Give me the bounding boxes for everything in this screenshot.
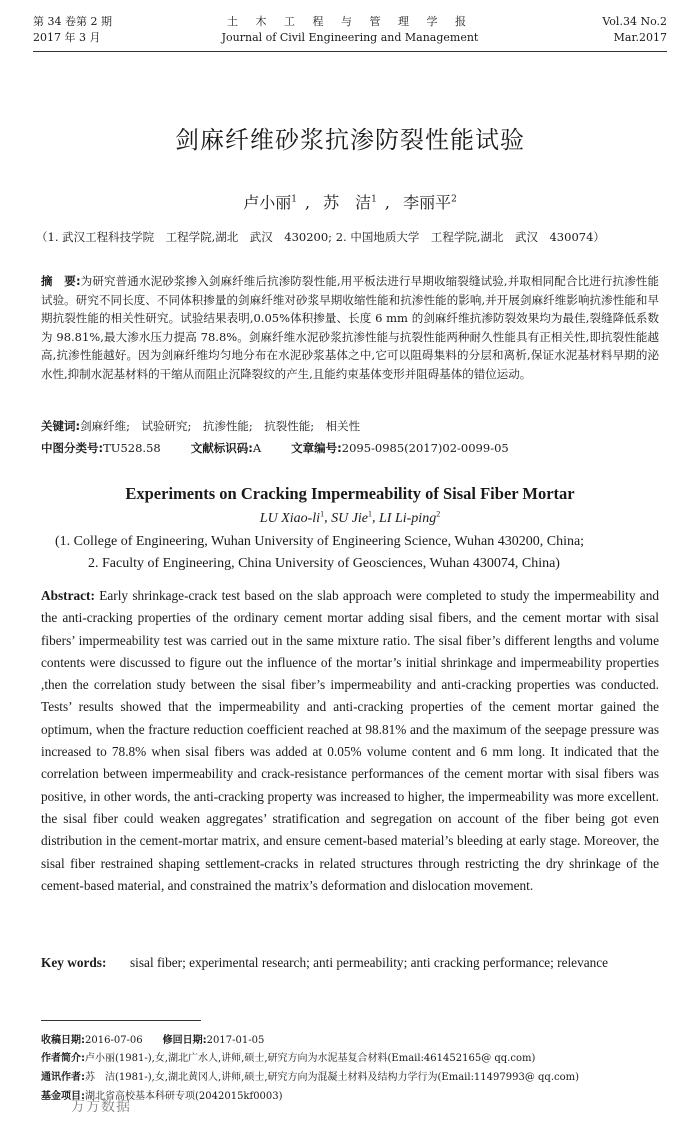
- running-header-center: [0, 14, 700, 46]
- keywords-en-text: sisal fiber; experimental research; anti permeability; anti cracking performance; relevance: [130, 955, 609, 970]
- footnote-funding: 基金项目:湖北省高校基本科研专项(2042015kf0003): [41, 1091, 283, 1102]
- keywords-cn-text: 剑麻纤维; 试验研究; 抗渗性能; 抗裂性能; 相关性: [80, 419, 361, 433]
- affiliation-cn: （1. 武汉工程科技学院 工程学院,湖北 武汉 430200; 2. 中国地质大学 工程学院,湖北 武汉 430074）: [36, 230, 605, 244]
- article-id: 2095-0985(2017)02-0099-05: [341, 441, 509, 455]
- author-cn: 李丽平$^2$: [403, 193, 457, 212]
- volume-cn: 第 34 卷第 2 期: [33, 15, 112, 28]
- abstract-cn-label: 摘 要:: [41, 274, 81, 288]
- date-en: Mar.2017: [613, 31, 667, 44]
- keywords-cn-label: 关键词:: [41, 419, 81, 433]
- abstract-en-text: Early shrinkage-crack test based on the slab approach were completed to study the impermeability and the anti-cracking properties of the ordinary cement mortar adding sisal fibers, and the cement mortar with sisal fibers’ impermeability test was carried out in the same mixture ratio. The sisal fiber’s different lengths and volume contents were discussed to figure out the influence of the mortar’s initial shrinkage and impermeability properties ,then the correlation study between the sisal fiber’s impermeability and anti-cracking properties was conducted. Tests’ results showed that the impermeability and anti-cracking properties of the cement mortar gained the optimum, when the fracture reduction coefficient reached at 98.81% and the maximum of the seepage pressure was increased to 78.8% when sisal fibers was added at 0.05% volume content and 6 mm long. It indicated that the correlation between impermeability and crack-resistance performances of the cement mortar with sisal fibers was positive, in other words, the anti-cracking property was increased to higher, the impermeability was more excellent. the sisal fiber could weaken aggregates’ stratification and segregation on account of the fiber being got even distribution in the cement-mortar matrix, and ensure cement-based material’s bleeding at early stage. Moreover, the sisal fiber restrained shaping settlement-cracks in related structures through restricting the dry shrinkage of the cement-based material, and constrained the matrix’s deformation and dislocation movement.: [41, 588, 659, 893]
- author-en: LI Li-ping$^2$: [379, 509, 441, 526]
- keywords-cn: [41, 417, 659, 435]
- affiliation-en-1: (1. College of Engineering, Wuhan University of Engineering Science, Wuhan 430200, China;: [55, 534, 585, 549]
- author-list-cn: 卢小丽$^1$ , 苏 洁$^1$ , 李丽平$^2$: [243, 193, 457, 212]
- footnote-author-bio: 作者简介:卢小丽(1981-),女,湖北广水人,讲师,硕士,研究方向为水泥基复合材料(Email:461452165@ qq.com): [41, 1053, 536, 1064]
- footnote-corresponding-author: 通讯作者:苏 洁(1981-),女,湖北黄冈人,讲师,硕士,研究方向为混凝土材料及结构力学行为(Email:11497993@ qq.com): [41, 1072, 579, 1083]
- abstract-cn: [41, 272, 659, 384]
- classification-line: [41, 439, 659, 457]
- footnote-dates: 收稿日期:2016-07-06 修回日期:2017-01-05: [41, 1035, 265, 1046]
- keywords-en: [41, 952, 659, 974]
- watermark: 万方数据: [71, 1099, 131, 1115]
- revised-date: 2017-01-05: [206, 1035, 265, 1046]
- abstract-en: [41, 585, 659, 897]
- abstract-cn-text: 为研究普通水泥砂浆掺入剑麻纤维后抗渗防裂性能,用平板法进行早期收缩裂缝试验,并取相同配合比进行抗渗性能试验。研究不同长度、不同体积掺量的剑麻纤维对砂浆早期收缩性能和抗渗性能的影响,并开展剑麻纤维影响抗渗性能和早期抗裂性能的相关性研究。试验结果表明,0.05%体积掺量、长度 6 mm 的剑麻纤维抗渗防裂效果均为最佳,裂缝降低系数为 98.81%,最大渗水压力提高 78.8%。剑麻纤维水泥砂浆抗渗性能与抗裂性能两种耐久性能具有正相关性,即抗裂性能越高,抗渗性能越好。因为剑麻纤维均匀地分布在水泥砂浆基体之中,它可以阻碍集料的分层和离析,保证水泥基材料早期的泌水性,抑制水泥基材料的干缩从而阻止沉降裂纹的产生,且能约束基体变形并阻碍基体的错位运动。: [41, 274, 659, 381]
- paper-title-cn: 剑麻纤维砂浆抗渗防裂性能试验: [175, 126, 525, 154]
- date-cn: 2017 年 3 月: [33, 31, 101, 44]
- volume-en: Vol.34 No.2: [602, 15, 667, 28]
- abstract-en-label: Abstract:: [41, 588, 95, 603]
- clc-number: TU528.58: [103, 441, 161, 455]
- paper-title-en: Experiments on Cracking Impermeability of Sisal Fiber Mortar: [125, 484, 575, 503]
- received-date: 2016-07-06: [85, 1035, 143, 1046]
- journal-name-en: Journal of Civil Engineering and Management: [221, 31, 479, 44]
- clc-label: 中图分类号:: [41, 441, 104, 455]
- author-cn: 苏 洁$^1$: [323, 193, 377, 212]
- author-en: SU Jie$^1$: [331, 509, 373, 526]
- journal-name-cn: 土 木 工 程 与 管 理 学 报: [227, 15, 473, 28]
- header-divider: [33, 51, 667, 52]
- article-id-label: 文章编号:: [291, 441, 342, 455]
- keywords-en-label: Key words:: [41, 955, 107, 970]
- author-cn: 卢小丽$^1$: [243, 193, 297, 212]
- doc-code: A: [252, 441, 262, 455]
- footnote-divider: [41, 1020, 201, 1021]
- affiliation-en-2: 2. Faculty of Engineering, China University of Geosciences, Wuhan 430074, China): [88, 556, 560, 571]
- doc-code-label: 文献标识码:: [190, 441, 253, 455]
- author-en: LU Xiao-$li^1$: [259, 509, 325, 526]
- author-list-en: LU Xiao-$li^1$, SU Jie$^1$, LI Li-ping$^2$: [259, 509, 441, 526]
- running-header-right: [602, 14, 667, 46]
